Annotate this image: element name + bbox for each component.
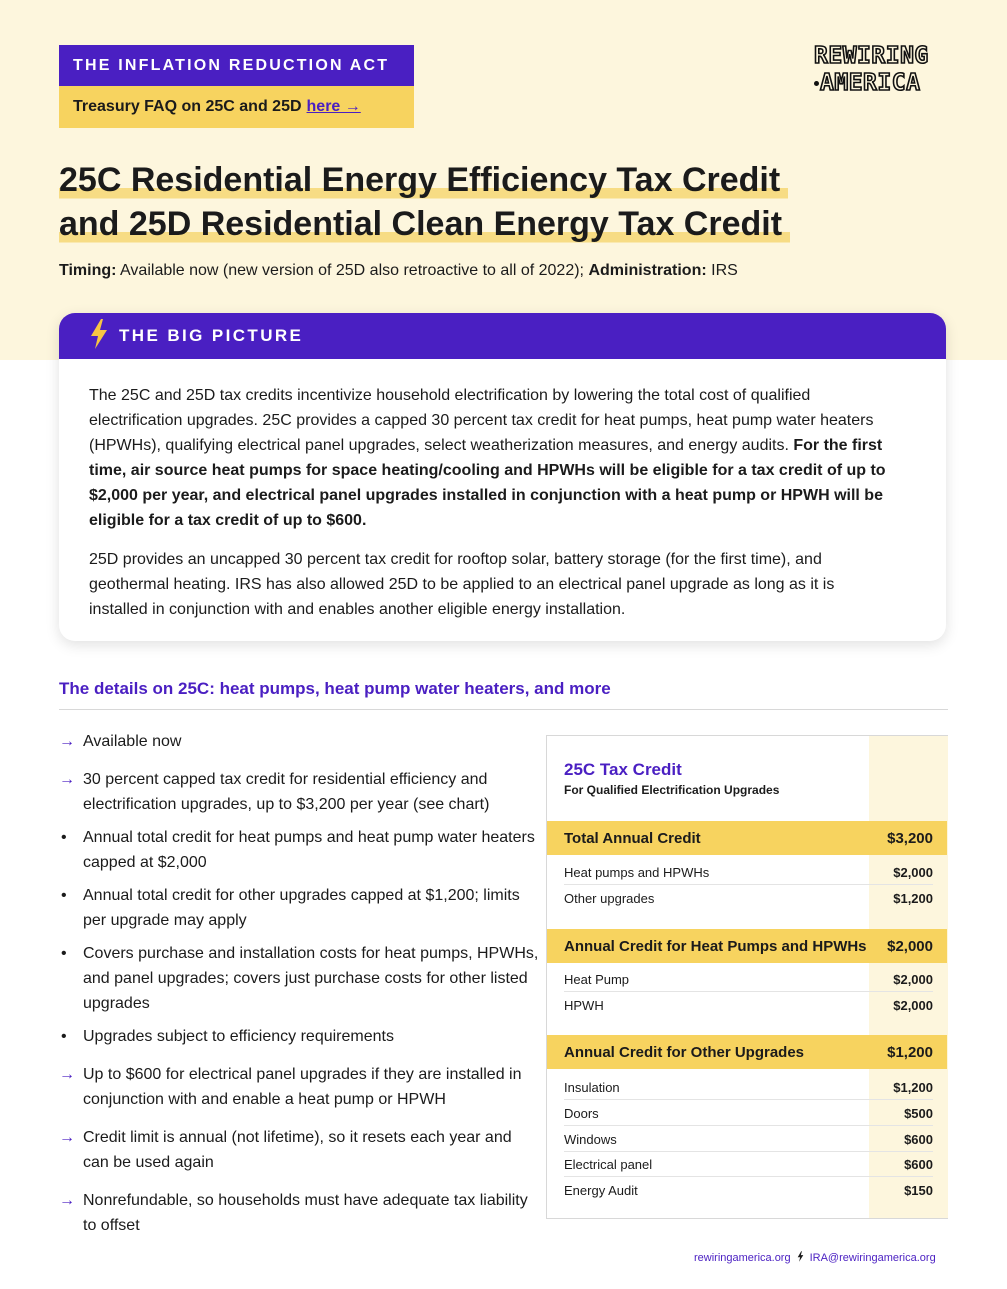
p1-plain: The 25C and 25D tax credits incentivize household electrification by lowering the total cost of qualified electrification upgrades. 25C provides a capped 30 percent tax credit for heat pumps, heat pump water heaters (HPWHs), qualifying electrical panel upgrades, select weatherization measures, and energy audits. (89, 387, 874, 454)
section-header (547, 821, 947, 855)
bullet-dot-icon: • (61, 829, 67, 846)
credit-table-subtitle: For Qualified Electrification Upgrades (564, 783, 780, 797)
section-value: $1,200 (887, 1043, 933, 1061)
title-line2: and 25D Residential Clean Energy Tax Credit (59, 202, 790, 246)
bullet-text: Annual total credit for heat pumps and heat pump water heaters capped at $2,000 (83, 829, 535, 871)
list-item (59, 941, 539, 1016)
table-row (547, 1074, 947, 1100)
row-label: Energy Audit (564, 1182, 638, 1198)
section-label: Annual Credit for Other Upgrades (564, 1043, 805, 1061)
timing-value: Available now (new version of 25D also retroactive to all of 2022); (116, 262, 589, 279)
big-picture-card (59, 313, 946, 641)
row-value: $2,000 (893, 997, 933, 1013)
faq-link[interactable]: here → (306, 98, 361, 115)
admin-value: IRS (706, 262, 738, 279)
details-bullet-list (59, 729, 539, 1238)
section-label: Annual Credit for Heat Pumps and HPWHs (564, 937, 867, 955)
email-link[interactable]: IRA@rewiringamerica.org (809, 1252, 936, 1264)
bullet-text: Upgrades subject to efficiency requirements (83, 1028, 394, 1045)
big-picture-paragraph-2: 25D provides an uncapped 30 percent tax credit for rooftop solar, battery storage (for the first time), and geothermal heating. IRS has also allowed 25D to be applied to an electrical panel upgrade as long as it is installed in conjunction with and enables another eligible energy installation. (89, 551, 835, 618)
section-value: $3,200 (887, 829, 933, 847)
admin-label: Administration: (588, 262, 707, 279)
list-item (59, 1188, 539, 1238)
bullet-dot-icon: • (61, 887, 67, 904)
row-label: Other upgrades (564, 890, 655, 906)
details-heading: The details on 25C: heat pumps, heat pump water heaters, and more (59, 679, 948, 710)
arrow-icon: → (59, 771, 75, 788)
logo-line2-text: AMERICA (820, 70, 921, 96)
list-item (59, 1125, 539, 1175)
bullet-text: Nonrefundable, so households must have adequate tax liability to offset (83, 1192, 528, 1234)
row-label: HPWH (564, 997, 604, 1013)
bullet-text: Credit limit is annual (not lifetime), so it resets each year and can be used again (83, 1129, 512, 1171)
bullet-text: Up to $600 for electrical panel upgrades if they are installed in conjunction with and enable a heat pump or HPWH (83, 1066, 522, 1108)
list-item (59, 729, 539, 754)
section-label: Total Annual Credit (564, 829, 701, 847)
timing-line (59, 262, 738, 280)
faq-text: Treasury FAQ on 25C and 25D (73, 98, 302, 115)
section-value: $2,000 (887, 937, 933, 955)
row-label: Insulation (564, 1079, 620, 1095)
list-item (59, 767, 539, 817)
footer (694, 1251, 936, 1264)
act-label: THE INFLATION REDUCTION ACT (59, 45, 414, 86)
row-label: Electrical panel (564, 1156, 653, 1172)
logo-line1: REWIRING (814, 43, 929, 69)
website-link[interactable]: rewiringamerica.org (694, 1252, 791, 1264)
bullet-text: Annual total credit for other upgrades capped at $1,200; limits per upgrade may apply (83, 887, 520, 929)
table-row (547, 1126, 947, 1152)
lightning-bolt-icon (89, 319, 109, 353)
row-value: $600 (904, 1131, 933, 1147)
arrow-icon: → (59, 1192, 75, 1209)
logo-line2 (814, 70, 954, 97)
treasury-faq (59, 86, 414, 128)
row-value: $2,000 (893, 864, 933, 880)
bullet-text: 30 percent capped tax credit for residential efficiency and electrification upgrades, up to $3,200 per year (see chart) (83, 771, 490, 813)
lightning-bolt-icon (797, 1252, 804, 1264)
arrow-icon: → (59, 1066, 75, 1083)
rewiring-america-logo (814, 43, 954, 97)
page-title (59, 158, 790, 246)
act-banner (59, 45, 414, 128)
row-value: $2,000 (893, 971, 933, 987)
row-label: Heat pumps and HPWHs (564, 864, 710, 880)
table-row (547, 885, 947, 911)
bullet-text: Available now (83, 733, 182, 750)
row-label: Doors (564, 1105, 599, 1121)
section-header (547, 929, 947, 963)
big-picture-header (59, 313, 946, 359)
table-row (547, 1177, 947, 1203)
arrow-icon: → (59, 733, 75, 750)
big-picture-body (59, 359, 946, 622)
row-value: $150 (904, 1182, 933, 1198)
timing-label: Timing: (59, 262, 117, 279)
list-item (59, 1024, 539, 1049)
bullet-dot-icon: • (61, 1028, 67, 1045)
table-row (547, 1100, 947, 1126)
title-line1: 25C Residential Energy Efficiency Tax Credit (59, 158, 788, 202)
credit-table-title: 25C Tax Credit (564, 760, 682, 779)
table-row (547, 859, 947, 885)
table-row (547, 966, 947, 992)
row-label: Windows (564, 1131, 617, 1147)
row-value: $600 (904, 1156, 933, 1172)
credit-table (546, 735, 948, 1219)
list-item (59, 825, 539, 875)
row-value: $1,200 (893, 1079, 933, 1095)
big-picture-paragraph-1 (89, 383, 886, 533)
row-value: $500 (904, 1105, 933, 1121)
arrow-icon: → (59, 1129, 75, 1146)
table-row (547, 992, 947, 1018)
bullet-dot-icon: • (61, 945, 67, 962)
row-value: $1,200 (893, 890, 933, 906)
list-item (59, 1062, 539, 1112)
bullet-text: Covers purchase and installation costs for heat pumps, HPWHs, and panel upgrades; covers just purchase costs for other listed upgrades (83, 945, 539, 1012)
big-picture-heading: THE BIG PICTURE (119, 326, 304, 345)
p1-bold: For the first time, air source heat pumps for space heating/cooling and HPWHs will be eligible for a tax credit of up to $2,000 per year, and electrical panel upgrades installed in conjunction with a heat pump or HPWH will be eligible for a tax credit of up to $600. (89, 437, 886, 529)
section-header (547, 1035, 947, 1069)
table-row (547, 1151, 947, 1177)
list-item (59, 883, 539, 933)
row-label: Heat Pump (564, 971, 630, 987)
logo-dot-icon (814, 81, 819, 86)
